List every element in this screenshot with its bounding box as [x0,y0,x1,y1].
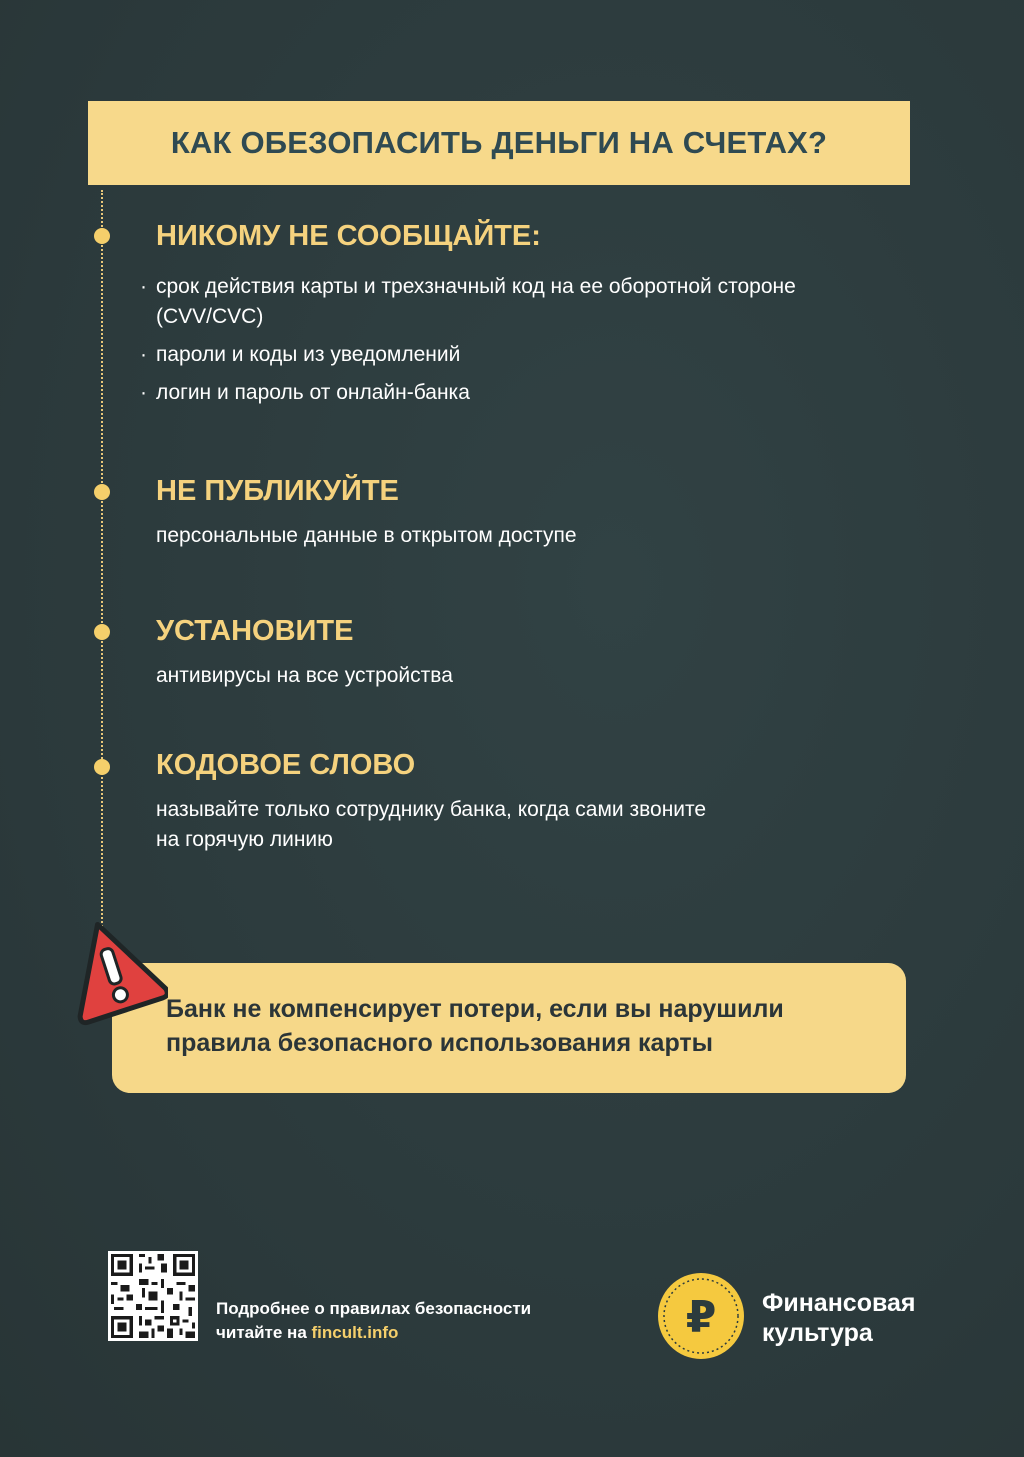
title-banner [88,101,910,185]
dont-share-list [140,272,860,416]
qr-code-icon[interactable] [108,1251,198,1341]
fincult-link[interactable]: fincult.info [311,1323,399,1342]
timeline-dot [94,624,110,640]
ruble-coin-logo-icon [657,1272,745,1360]
list-item: · пароли и коды из уведомлений [140,343,461,366]
brand-name: Финансовая культура [762,1289,916,1347]
section-text-code-word: называйте только сотруднику банка, когда сами звоните на горячую линию [156,798,707,851]
section-heading-dont-share: НИКОМУ НЕ СООБЩАЙТЕ: [156,220,541,252]
svg-text:₽: ₽ [685,1292,717,1343]
list-item: · логин и пароль от онлайн-банка [140,381,470,404]
timeline-dotted-line [101,190,103,930]
list-item: · срок действия карты и трехзначный код на ее оборотной стороне (CVV/CVC) [140,275,796,328]
section-text-dont-publish: персональные данные в открытом доступе [156,524,577,547]
footer-info: Подробнее о правилах безопасности читайте на fincult.info [216,1299,532,1342]
section-heading-dont-publish: НЕ ПУБЛИКУЙТЕ [156,475,399,507]
section-text-install: антивирусы на все устройства [156,664,453,687]
timeline-dot [94,228,110,244]
warning-text: Банк не компенсирует потери, если вы нарушили правила безопасного использования карты [166,995,784,1057]
section-heading-install: УСТАНОВИТЕ [156,615,354,647]
timeline-dot [94,484,110,500]
section-heading-code-word: КОДОВОЕ СЛОВО [156,749,416,781]
warning-triangle-icon [58,912,168,1030]
timeline-dot [94,759,110,775]
page-title: КАК ОБЕЗОПАСИТЬ ДЕНЬГИ НА СЧЕТАХ? [170,125,828,160]
